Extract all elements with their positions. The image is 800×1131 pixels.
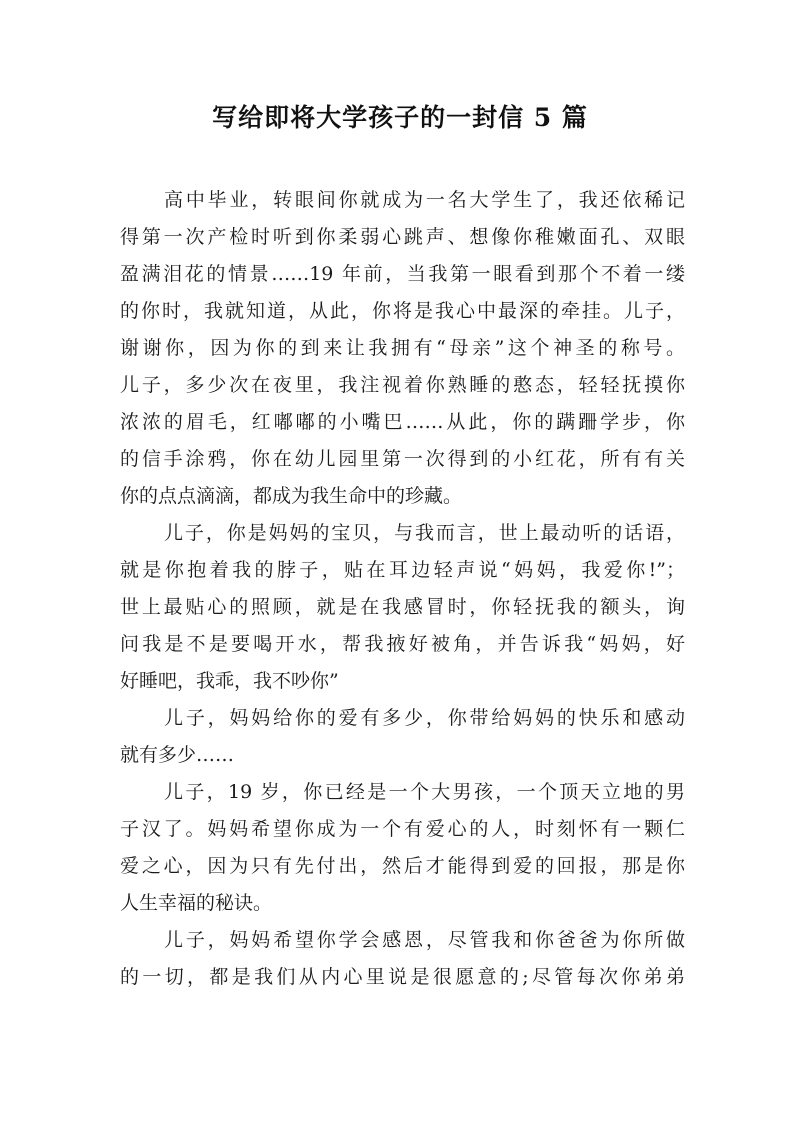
text-line: 儿子，多少次在夜里，我注视着你熟睡的憨态，轻轻抚摸你 <box>120 374 685 396</box>
text-line: 高中毕业，转眼间你就成为一名大学生了，我还依稀记 <box>164 189 685 211</box>
text-line: 世上最贴心的照顾，就是在我感冒时，你轻抚我的额头，询 <box>120 596 685 618</box>
document-body <box>120 182 685 996</box>
text-line: 儿子，妈妈给你的爱有多少，你带给妈妈的快乐和感动 <box>164 707 685 729</box>
text-line: 的你时，我就知道，从此，你将是我心中最深的牵挂。儿子， <box>120 300 685 322</box>
text-line: 浓浓的眉毛，红嘟嘟的小嘴巴……从此，你的蹒跚学步，你 <box>120 411 685 433</box>
text-line: 问我是不是要喝开水，帮我掖好被角，并告诉我“妈妈，好 <box>120 633 685 655</box>
text-line: 谢谢你，因为你的到来让我拥有“母亲”这个神圣的称号。 <box>120 337 685 359</box>
text-line: 的一切，都是我们从内心里说是很愿意的;尽管每次你弟弟 <box>120 966 685 988</box>
text-line: 儿子，妈妈希望你学会感恩，尽管我和你爸爸为你所做 <box>164 929 685 951</box>
text-line: 好睡吧，我乖，我不吵你” <box>120 670 339 692</box>
text-line: 儿子，你是妈妈的宝贝，与我而言，世上最动听的话语， <box>164 522 685 544</box>
text-line: 得第一次产检时听到你柔弱心跳声、想像你稚嫩面孔、双眼 <box>120 226 685 248</box>
document-title: 写给即将大学孩子的一封信 5 篇 <box>212 103 588 132</box>
text-line: 儿子，19 岁，你已经是一个大男孩，一个顶天立地的男 <box>164 781 685 803</box>
text-line: 就有多少…… <box>120 744 235 766</box>
text-line: 爱之心，因为只有先付出，然后才能得到爱的回报，那是你 <box>120 855 685 877</box>
text-line: 你的点点滴滴，都成为我生命中的珍藏。 <box>120 485 463 507</box>
text-line: 子汉了。妈妈希望你成为一个有爱心的人，时刻怀有一颗仁 <box>120 818 685 840</box>
text-line: 人生幸福的秘诀。 <box>120 892 273 914</box>
text-line: 盈满泪花的情景……19 年前，当我第一眼看到那个不着一缕 <box>120 263 685 285</box>
text-line: 就是你抱着我的脖子，贴在耳边轻声说“妈妈，我爱你!”； <box>120 559 685 581</box>
text-line: 的信手涂鸦，你在幼儿园里第一次得到的小红花，所有有关 <box>120 448 685 470</box>
